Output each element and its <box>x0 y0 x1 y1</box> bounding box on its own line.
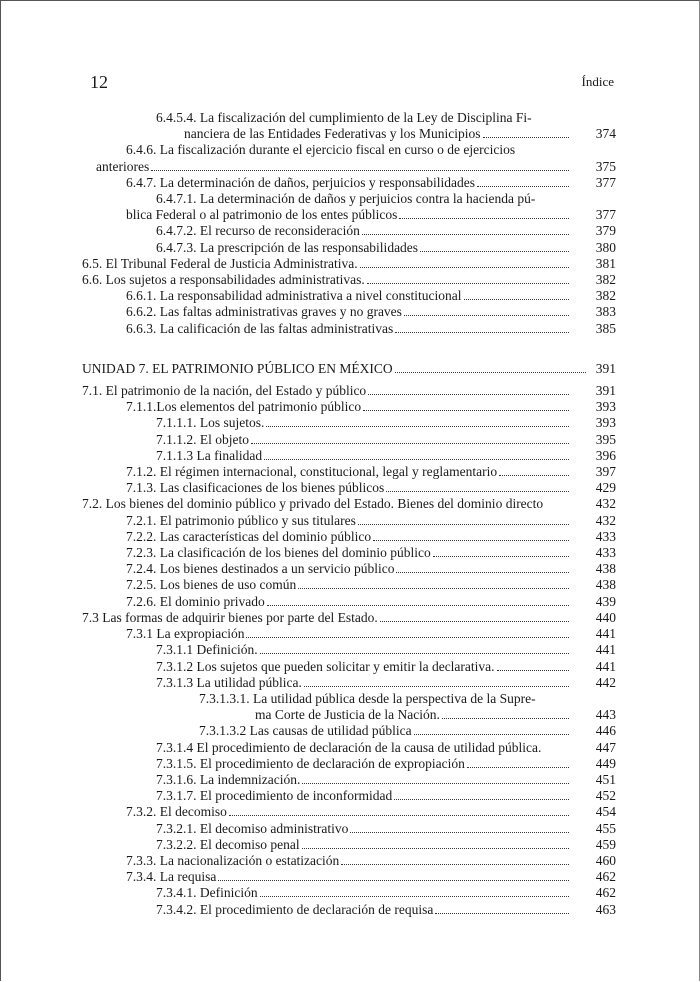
dot-leader <box>499 475 569 476</box>
toc-entry-page: 440 <box>595 609 616 625</box>
toc-entry[interactable] <box>82 821 616 837</box>
toc-entry[interactable] <box>82 496 616 512</box>
toc-entry-title: 6.4.7.1. La determinación de daños y perjuicios contra la hacienda pú- <box>156 191 536 207</box>
toc-entry-title: 7.3.2.1. El decomiso administrativo <box>156 820 349 836</box>
toc-entry[interactable] <box>82 159 616 175</box>
toc-entry[interactable] <box>82 126 616 142</box>
dot-leader <box>483 137 569 138</box>
toc-entry-page: 429 <box>595 480 616 496</box>
toc-entry-page: 433 <box>595 528 616 544</box>
toc-entry-page: 393 <box>595 399 616 415</box>
toc-entry-page: 379 <box>595 223 616 239</box>
dot-leader <box>304 686 569 687</box>
toc-entry-title: 7.3.1.2 Los sujetos que pueden solicitar y emitir la declarativa. <box>156 658 495 674</box>
toc-entry-page: 397 <box>595 464 616 480</box>
toc-entry[interactable] <box>82 626 616 642</box>
toc-entry-title: 6.6.3. La calificación de las faltas administrativas <box>126 320 394 336</box>
dot-leader <box>433 556 569 557</box>
toc-entry[interactable] <box>82 304 616 320</box>
toc-entry[interactable] <box>82 659 616 675</box>
running-head: Índice <box>581 74 614 89</box>
toc-entry[interactable] <box>82 432 616 448</box>
toc-entry-page: 393 <box>595 415 616 431</box>
toc-entry-title: 7.2.5. Los bienes de uso común <box>126 577 297 593</box>
dot-leader <box>399 218 569 219</box>
dot-leader <box>467 767 569 768</box>
toc-entry-title: 7.2.6. El dominio privado <box>126 593 265 609</box>
toc-entry[interactable] <box>82 288 616 304</box>
toc-entry[interactable] <box>82 223 616 239</box>
unit-heading[interactable] <box>82 361 616 377</box>
section-spacer <box>82 337 616 361</box>
toc-entry[interactable] <box>82 772 616 788</box>
dot-leader <box>360 267 569 268</box>
toc-entry-page: 433 <box>595 545 616 561</box>
toc-entry-title: blica Federal o al patrimonio de los entes públicos <box>126 207 398 223</box>
toc-entry-page: 451 <box>595 771 616 787</box>
dot-leader <box>380 621 569 622</box>
dot-leader <box>363 410 569 411</box>
toc-entry-title: 6.6.2. Las faltas administrativas graves y no graves <box>126 304 402 320</box>
dot-leader <box>414 734 569 735</box>
toc-entry[interactable] <box>82 207 616 223</box>
toc-entry-page: 442 <box>595 674 616 690</box>
dot-leader <box>362 234 569 235</box>
dot-leader <box>218 880 569 881</box>
toc-entry[interactable] <box>82 383 616 399</box>
toc-entry-title: ma Corte de Justicia de la Nación. <box>255 707 440 723</box>
toc-entry-title: 6.4.7.3. La prescripción de las responsabilidades <box>156 239 419 255</box>
toc-entry[interactable] <box>82 788 616 804</box>
toc-entry-page: 462 <box>595 869 616 885</box>
toc-entry[interactable] <box>82 577 616 593</box>
dot-leader <box>151 170 569 171</box>
toc-entry-page: 449 <box>595 755 616 771</box>
toc-entry-title: 7.3.1.3.1. La utilidad pública desde la perspectiva de la Supre- <box>199 690 536 706</box>
toc-entry-page: 380 <box>595 239 616 255</box>
toc-entry-page: 452 <box>595 788 616 804</box>
toc-entry[interactable] <box>82 561 616 577</box>
dot-leader <box>395 372 586 373</box>
toc-entry[interactable] <box>82 707 616 723</box>
dot-leader <box>404 315 569 316</box>
toc-entry[interactable] <box>82 885 616 901</box>
toc-entry-title: 7.3.1 La expropiación <box>126 626 245 642</box>
dot-leader <box>396 572 569 573</box>
toc-entry[interactable] <box>82 610 616 626</box>
toc-entry[interactable] <box>82 240 616 256</box>
page-number: 12 <box>90 72 108 92</box>
dot-leader <box>386 491 569 492</box>
dot-leader <box>298 588 569 589</box>
dot-leader <box>442 718 569 719</box>
toc-entry-page: 382 <box>595 272 616 288</box>
dot-leader <box>477 186 569 187</box>
dot-leader <box>264 459 569 460</box>
toc-entry[interactable] <box>82 740 616 756</box>
dot-leader <box>260 896 569 897</box>
dot-leader <box>260 653 569 654</box>
dot-leader <box>251 443 569 444</box>
toc-entry-title: 7.3.1.3.2 Las causas de utilidad pública <box>199 723 412 739</box>
dot-leader <box>229 815 569 816</box>
dot-leader <box>358 524 569 525</box>
toc-entry-page: 377 <box>595 174 616 190</box>
toc-entry-title: 7.1.3. Las clasificaciones de los bienes públicos <box>126 480 385 496</box>
dot-leader <box>373 540 569 541</box>
toc-entry-title: 7.1.1.1. Los sujetos. <box>156 415 265 431</box>
toc-entry-title: 7.2.1. El patrimonio público y sus titulares <box>126 512 356 528</box>
toc-entry[interactable] <box>82 175 616 191</box>
dot-leader <box>395 332 569 333</box>
dot-leader <box>420 251 569 252</box>
toc-entry-title: 7.1.1.2. El objeto <box>156 431 249 447</box>
toc-entry[interactable] <box>82 902 616 918</box>
toc-entry-page: 375 <box>595 158 616 174</box>
toc-entry-page: 391 <box>595 383 616 399</box>
toc-entry-title: 7.2.4. Los bienes destinados a un servicio público <box>126 561 395 577</box>
dot-leader <box>367 283 569 284</box>
dot-leader <box>266 426 569 427</box>
dot-leader <box>302 783 569 784</box>
toc-entry[interactable] <box>82 545 616 561</box>
toc-entry-page: 447 <box>595 739 616 755</box>
dot-leader <box>464 299 569 300</box>
toc-entry-title: 6.5. El Tribunal Federal de Justicia Administrativa. <box>82 255 358 271</box>
toc-entry-title: 7.3.4. La requisa <box>126 869 217 885</box>
toc-entry-title: 7.3.4.2. El procedimiento de declaración de requisa <box>156 901 434 917</box>
toc-entry-title: 6.4.7. La determinación de daños, perjuicios y responsabilidades <box>126 174 476 190</box>
toc-entry-page: 377 <box>595 207 616 223</box>
toc-entry-title: 6.4.5.4. La fiscalización del cumplimiento de la Ley de Disciplina Fi- <box>156 110 532 125</box>
toc-entry[interactable] <box>82 723 616 739</box>
toc-entry[interactable] <box>82 448 616 464</box>
toc-section-unit-6 <box>82 110 616 337</box>
table-of-contents <box>82 110 616 918</box>
toc-entry-page: 441 <box>595 658 616 674</box>
toc-entry-page: 441 <box>595 626 616 642</box>
toc-entry-page: 454 <box>595 804 616 820</box>
toc-entry-title: 7.2.2. Las características del dominio público <box>126 528 372 544</box>
toc-entry-title: 7.1.2. El régimen internacional, constitucional, legal y reglamentario <box>126 464 498 480</box>
dot-leader <box>302 848 569 849</box>
toc-entry[interactable] <box>82 529 616 545</box>
toc-entry[interactable] <box>82 272 616 288</box>
dot-leader <box>246 637 569 638</box>
toc-entry[interactable] <box>82 256 616 272</box>
toc-entry-page: 395 <box>595 431 616 447</box>
toc-entry-title: 7.2.3. La clasificación de los bienes del dominio público <box>126 545 431 561</box>
toc-entry[interactable] <box>82 415 616 431</box>
toc-entry-title: 6.6.1. La responsabilidad administrativa a nivel constitucional <box>126 288 462 304</box>
toc-entry-page: 460 <box>595 852 616 868</box>
toc-entry[interactable] <box>82 756 616 772</box>
toc-entry-title: nanciera de las Entidades Federativas y los Municipios <box>184 126 481 142</box>
toc-entry-title: 7.2. Los bienes del dominio público y privado del Estado. Bienes del dominio directo <box>82 496 544 512</box>
toc-entry-title: 7.3.4.1. Definición <box>156 885 258 901</box>
toc-entry-page: 441 <box>595 642 616 658</box>
toc-entry[interactable] <box>82 321 616 337</box>
toc-entry-title: 7.3.1.7. El procedimiento de inconformidad <box>156 788 393 804</box>
dot-leader <box>350 832 569 833</box>
toc-entry[interactable] <box>82 853 616 869</box>
toc-entry[interactable] <box>82 675 616 691</box>
toc-entry[interactable] <box>82 804 616 820</box>
toc-entry-title: 7.1.1.3 La finalidad <box>156 447 263 463</box>
toc-entry-page: 462 <box>595 885 616 901</box>
toc-entry[interactable] <box>82 642 616 658</box>
toc-entry-title: 6.4.7.2. El recurso de reconsideración <box>156 223 360 239</box>
toc-entry[interactable] <box>82 869 616 885</box>
toc-entry-title: 6.6. Los sujetos a responsabilidades administrativas. <box>82 272 365 288</box>
toc-entry-page: 438 <box>595 577 616 593</box>
toc-entry[interactable] <box>82 513 616 529</box>
dot-leader <box>394 799 569 800</box>
toc-entry-page: 432 <box>595 512 616 528</box>
toc-entry[interactable] <box>82 464 616 480</box>
toc-entry-title: 7.3.2. El decomiso <box>126 804 227 820</box>
unit-heading-text: UNIDAD 7. EL PATRIMONIO PÚBLICO EN MÉXICO <box>82 360 393 376</box>
toc-entry[interactable] <box>82 837 616 853</box>
toc-entry[interactable] <box>82 594 616 610</box>
toc-entry-page: 459 <box>595 836 616 852</box>
toc-entry-title: 7.1.1.Los elementos del patrimonio público <box>126 399 362 415</box>
toc-entry-page: 396 <box>595 447 616 463</box>
toc-section-unit-7 <box>82 383 616 918</box>
unit-heading-page: 391 <box>595 360 616 376</box>
dot-leader <box>497 670 569 671</box>
toc-entry[interactable] <box>82 399 616 415</box>
dot-leader <box>341 864 569 865</box>
toc-entry-page: 443 <box>595 707 616 723</box>
dot-leader <box>435 913 569 914</box>
toc-entry-title: 7.3.3. La nacionalización o estatización <box>126 852 340 868</box>
toc-entry[interactable] <box>82 480 616 496</box>
dot-leader <box>267 605 569 606</box>
toc-entry-title: 6.4.6. La fiscalización durante el ejercicio fiscal en curso o de ejercicios <box>126 142 516 158</box>
toc-entry-title: 7.3 Las formas de adquirir bienes por parte del Estado. <box>82 609 378 625</box>
toc-entry-title: 7.3.2.2. El decomiso penal <box>156 836 300 852</box>
toc-entry[interactable] <box>82 691 616 707</box>
toc-entry-title: 7.3.1.1 Definición. <box>156 642 258 658</box>
toc-entry-page: 374 <box>595 126 616 142</box>
toc-entry-page: 446 <box>595 723 616 739</box>
toc-entry-title: 7.3.1.3 La utilidad pública. <box>156 674 302 690</box>
toc-entry-page: 463 <box>595 901 616 917</box>
toc-entry[interactable] <box>82 191 616 207</box>
toc-entry-title: 7.3.1.4 El procedimiento de declaración de la causa de utilidad pública. <box>156 739 542 755</box>
toc-entry-page: 381 <box>595 255 616 271</box>
toc-entry-title: anteriores <box>96 158 150 174</box>
toc-entry-title: 7.1. El patrimonio de la nación, del Estado y público <box>82 383 367 399</box>
dot-leader <box>368 394 569 395</box>
toc-entry-page: 432 <box>595 496 616 512</box>
toc-entry-page: 383 <box>595 304 616 320</box>
toc-entry[interactable] <box>82 110 616 126</box>
toc-entry[interactable] <box>82 142 616 158</box>
toc-entry-page: 455 <box>595 820 616 836</box>
toc-entry-page: 382 <box>595 288 616 304</box>
toc-entry-page: 439 <box>595 593 616 609</box>
toc-entry-title: 7.3.1.5. El procedimiento de declaración de expropiación <box>156 755 465 771</box>
toc-entry-page: 385 <box>595 320 616 336</box>
toc-entry-page: 438 <box>595 561 616 577</box>
toc-entry-title: 7.3.1.6. La indemnización. <box>156 771 301 787</box>
